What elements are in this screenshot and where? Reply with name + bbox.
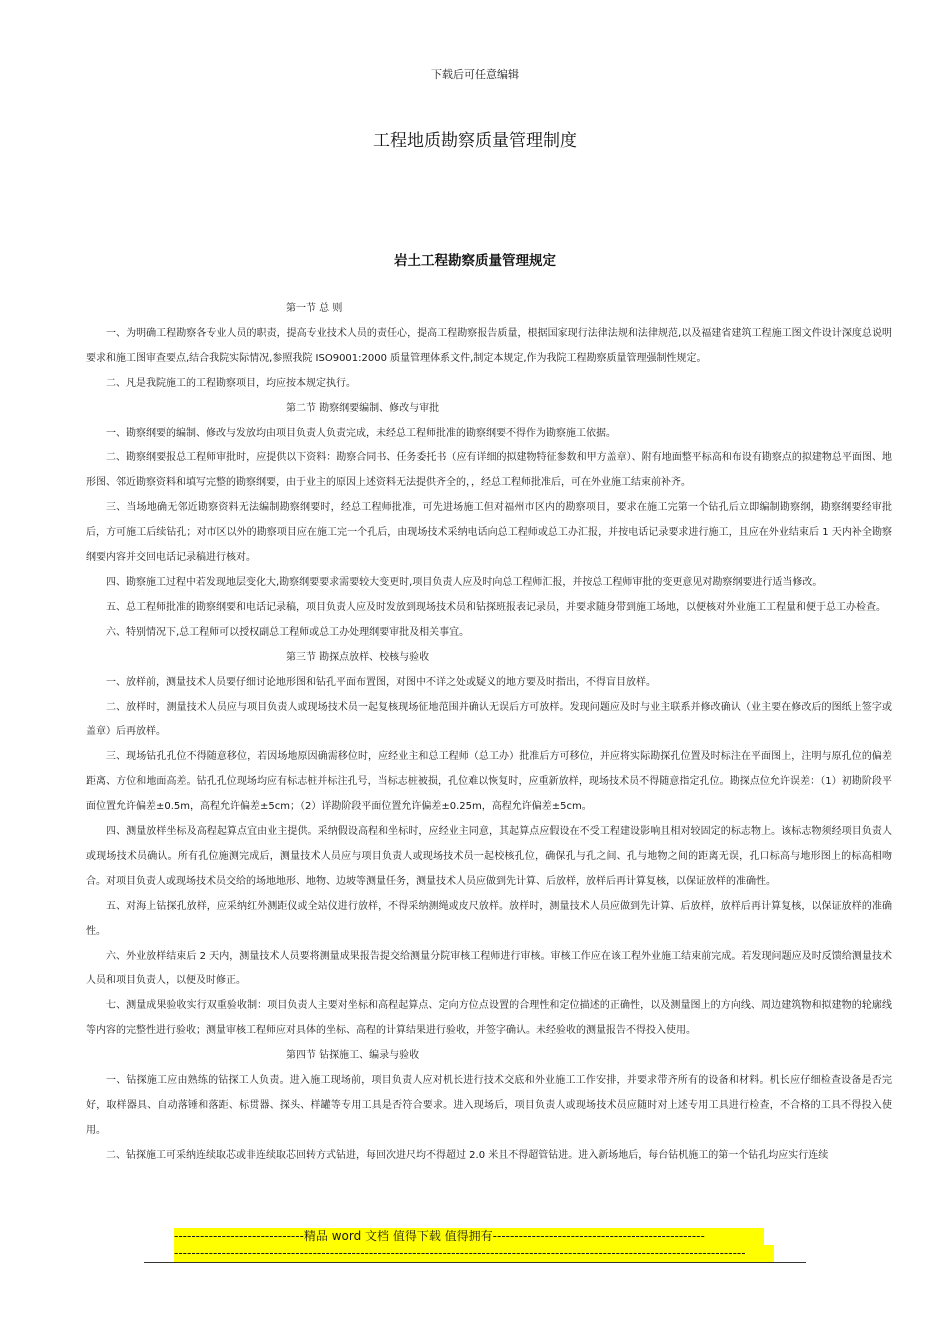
- section-heading: 第二节 勘察纲要编制、修改与审批: [286, 402, 440, 414]
- body-paragraph: 五、总工程师批准的勘察纲要和电话记录稿，项目负责人应及时发放到现场技术员和钻探班报表记录员，并要求随身带到施工场地，以便核对外业施工工程量和便于总工办检查。: [106, 601, 886, 613]
- body-paragraph: 二、勘察纲要报总工程师审批时，应提供以下资料：勘察合同书、任务委托书（应有详细的拟建物特征参数和甲方盖章）、附有地面整平标高和布设有勘察点的拟建物总平面图、地形图、邻近勘察资料和填写完整的勘察纲要，由于业主的原因上述资料无法提供齐全的，，经总工程师批准后，可在外业施工结束前补齐。: [86, 452, 892, 489]
- document-title: 工程地质勘察质量管理制度: [373, 131, 577, 151]
- section-heading: 第四节 钻探施工、编录与验收: [286, 1050, 420, 1062]
- footer-banner-line-2: ------------------------------------------------------------------------------------------------------------------------------------: [174, 1245, 774, 1262]
- body-paragraph: 二、放样时，测量技术人员应与项目负责人或现场技术员一起复核现场征地范围并确认无误后方可放样。发现问题应及时与业主联系并修改确认（业主要在修改后的图纸上签字或盖章）后再放样。: [86, 701, 892, 738]
- body-paragraph: 六、特别情况下,总工程师可以授权副总工程师或总工办处理纲要审批及相关事宜。: [106, 626, 470, 638]
- body-paragraph: 四、勘察施工过程中若发现地层变化大,勘察纲要要求需要较大变更时,项目负责人应及时向总工程师汇报，并按总工程师审批的变更意见对勘察纲要进行适当修改。: [106, 576, 823, 588]
- body-paragraph: 五、对海上钻探孔放样，应采纳红外测距仪或全站仪进行放样，不得采纳测绳或皮尺放样。放样时，测量技术人员应做到先计算、后放样，放样后再计算复核，以保证放样的准确性。: [86, 900, 892, 937]
- body-paragraph: 三、现场钻孔孔位不得随意移位，若因场地原因确需移位时，应经业主和总工程师（总工办）批准后方可移位，并应将实际勘探孔位置及时标注在平面图上，注明与原孔位的偏差距离、方位和地面高差。钻孔孔位现场均应有标志桩并标注孔号，当标志桩被损，孔位难以恢复时，应重新放样，现场技术员不得随意指定孔位。勘探点位允许误差：（1）初勘阶段平面位置允许偏差±0.5m，高程允许偏差±5cm；（2）详勘阶段平面位置允许偏差±0.25m，高程允许偏差±5cm。: [86, 751, 892, 813]
- section-heading: 第三节 勘探点放样、校核与验收: [286, 651, 430, 663]
- page-header-note: 下载后可任意编辑: [431, 68, 519, 81]
- document-body: [86, 297, 892, 1169]
- section-heading: 第一节 总 则: [286, 303, 343, 314]
- body-paragraph: 一、钻探施工应由熟练的钻探工人负责。进入施工现场前，项目负责人应对机长进行技术交底和外业施工工作安排，并要求带齐所有的设备和材料。机长应仔细检查设备是否完好，取样器具、自动落锤和落距、标贯器、探头、样罐等专用工具是否符合要求。进入现场后，项目负责人或现场技术员应随时对上述专用工具进行检查，不合格的工具不得投入使用。: [86, 1075, 892, 1136]
- footer-divider: [144, 1262, 806, 1263]
- footer-banner: [172, 1228, 776, 1262]
- body-paragraph: 六、外业放样结束后 2 天内，测量技术人员要将测量成果报告提交给测量分院审核工程师进行审核。审核工作应在该工程外业施工结束前完成。若发现问题应及时反馈给测量技术人员和项目负责人，以便及时修正。: [86, 950, 892, 987]
- body-paragraph: 三、当场地确无邻近勘察资料无法编制勘察纲要时，经总工程师批准，可先进场施工但对福州市区内的勘察项目，要求在施工完第一个钻孔后立即编制勘察纲，勘察纲要经审批后，方可施工后续钻孔；对市区以外的勘察项目应在施工完一个孔后，由现场技术采纳电话向总工程师或总工办汇报，并按电话记录要求进行施工，且应在外业结束后 1 天内补全勘察纲要内容并交回电话记录稿进行核对。: [86, 502, 892, 564]
- body-paragraph: 二、凡是我院施工的工程勘察项目，均应按本规定执行。: [106, 377, 356, 389]
- footer-banner-line-1: ------------------------------精品 word 文档 值得下载 值得拥有-------------------------------------------------: [174, 1228, 764, 1245]
- body-paragraph: 一、为明确工程勘察各专业人员的职责，提高专业技术人员的责任心，提高工程勘察报告质量，根据国家现行法律法规和法律规范,以及福建省建筑工程施工图文件设计深度总说明要求和施工图审查要点,结合我院实际情况,参照我院 ISO9001:2000 质量管理体系文件,制定本规定,作为我院工程勘察质量管理强制性规定。: [86, 327, 892, 364]
- body-paragraph: 二、钻探施工可采纳连续取芯或非连续取芯回转方式钻进，每回次进尺均不得超过 2.0 米且不得超管钻进。进入新场地后，每台钻机施工的第一个钻孔均应实行连续: [106, 1149, 829, 1161]
- body-paragraph: 四、测量放样坐标及高程起算点宜由业主提供。采纳假设高程和坐标时，应经业主同意，其起算点应假设在不受工程建设影响且相对较固定的标志物上。该标志物须经项目负责人或现场技术员确认。所有孔位施测完成后，测量技术人员应与项目负责人或现场技术员一起校核孔位，确保孔与孔之间、孔与地物之间的距离无误，孔口标高与地形图上的标高相吻合。对项目负责人或现场技术员交给的场地地形、地物、边坡等测量任务，测量技术人员应做到先计算、后放样，放样后再计算复核，以保证放样的准确性。: [86, 826, 892, 887]
- document-subtitle: 岩土工程勘察质量管理规定: [394, 253, 556, 269]
- body-paragraph: 一、勘察纲要的编制、修改与发放均由项目负责人负责完成，未经总工程师批准的勘察纲要不得作为勘察施工依据。: [106, 427, 616, 439]
- body-paragraph: 七、测量成果验收实行双重验收制：项目负责人主要对坐标和高程起算点、定向方位点设置的合理性和定位描述的正确性，以及测量图上的方向线、周边建筑物和拟建物的轮廓线等内容的完整性进行验收；测量审核工程师应对具体的坐标、高程的计算结果进行验收，并签字确认。未经验收的测量报告不得投入使用。: [86, 1000, 892, 1037]
- body-paragraph: 一、放样前，测量技术人员要仔细讨论地形图和钻孔平面布置图，对图中不详之处或疑义的地方要及时指出，不得盲目放样。: [106, 676, 656, 688]
